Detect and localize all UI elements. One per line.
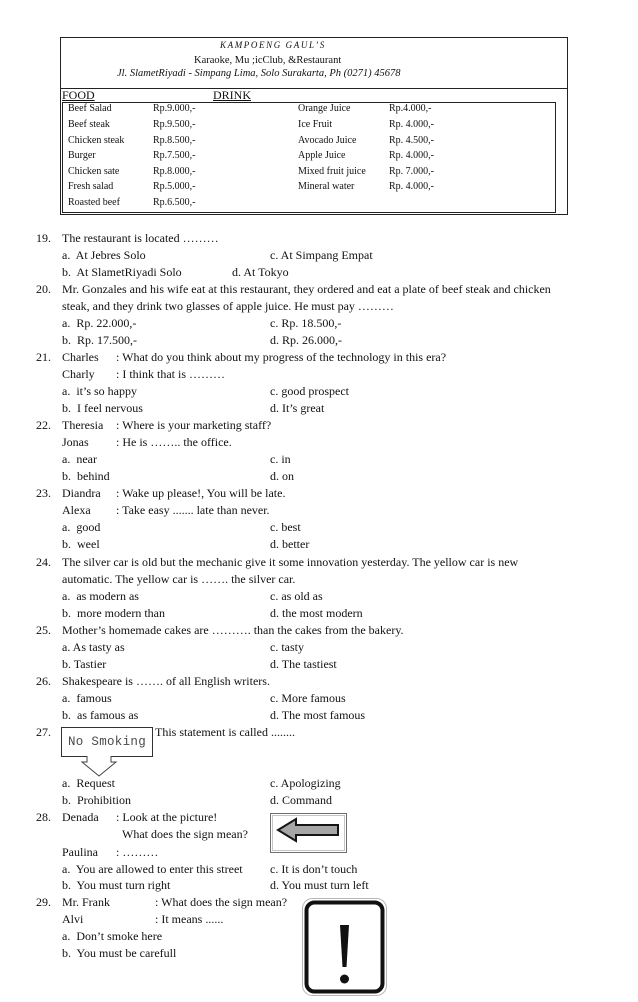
drink-item-name: Ice Fruit [298,119,333,130]
option-d: d. the most modern [270,606,363,620]
question-stem: steak, and they drink two glasses of apple juice. He must pay ……… [62,299,394,313]
restaurant-name: KAMPOENG GAUL’S [220,40,326,50]
option-c: c. Rp. 18.500,- [270,316,342,330]
option-a: a. Don’t smoke here [62,929,163,943]
drink-item-name: Apple Juice [298,150,346,161]
food-item-name: Beef Salad [68,103,112,114]
option-d: d. You must turn left [270,878,369,892]
dialogue-line: : ……… [116,845,159,859]
food-header: FOOD [62,88,95,102]
option-a: a. famous [62,691,112,705]
option-c: c. More famous [270,691,346,705]
drink-item-price: Rp. 4.500,- [389,135,434,146]
drink-item-price: Rp. 4.000,- [389,181,434,192]
question-stem: The restaurant is located ……… [62,231,219,245]
question-number: 25. [36,623,51,637]
question-number: 28. [36,810,51,824]
drink-item-name: Mineral water [298,181,355,192]
drink-header: DRINK [213,88,251,102]
option-c: c. good prospect [270,384,349,398]
menu-header-divider [60,88,568,89]
option-a: a. At Jebres Solo [62,248,146,262]
dialogue-line: : Look at the picture! [116,810,218,824]
dialogue-speaker: Alvi [62,912,84,926]
option-b: b. I feel nervous [62,401,143,415]
food-item-price: Rp.8.000,- [153,166,196,177]
option-d: d. It’s great [270,401,325,415]
option-b: b. more modern than [62,606,165,620]
dialogue-speaker: Diandra [62,486,101,500]
question-number: 29. [36,895,51,909]
dialogue-speaker: Denada [62,810,99,824]
drink-item-name: Avocado Juice [298,135,357,146]
dialogue-line: : Wake up please!, You will be late. [116,486,286,500]
question-number: 21. [36,350,51,364]
question-number: 24. [36,555,51,569]
dialogue-speaker: Mr. Frank [62,895,110,909]
dialogue-speaker: Jonas [62,435,89,449]
option-d: d. At Tokyo [232,265,289,279]
drink-item-price: Rp. 4.000,- [389,119,434,130]
option-a: a. near [62,452,97,466]
question-number: 22. [36,418,51,432]
question-number: 20. [36,282,51,296]
option-d: d. Command [270,793,332,807]
question-stem: Mother’s homemade cakes are ………. than the cakes from the bakery. [62,623,404,637]
dialogue-line: : It means ...... [155,912,224,926]
option-b: b. weel [62,537,100,551]
option-b: b. behind [62,469,110,483]
question-number: 19. [36,231,51,245]
food-item-price: Rp.9.000,- [153,103,196,114]
option-c: c. It is don’t touch [270,862,358,876]
question-stem: The silver car is old but the mechanic give it some innovation yesterday. The yellow car is new [62,555,519,569]
question-number: 27. [36,725,51,739]
option-d: d. The most famous [270,708,366,722]
option-a: a. You are allowed to enter this street [62,862,243,876]
option-b: b. Tastier [62,657,107,671]
question-stem: Shakespeare is ……. of all English writers. [62,674,270,688]
option-c: c. Apologizing [270,776,341,790]
food-item-name: Chicken steak [68,135,125,146]
question-stem: automatic. The yellow car is ……. the silver car. [62,572,296,586]
option-b: b. Rp. 17.500,- [62,333,137,347]
food-item-name: Burger [68,150,96,161]
option-a: a. Rp. 22.000,- [62,316,137,330]
drink-item-name: Mixed fruit juice [298,166,366,177]
dialogue-line: : Where is your marketing staff? [116,418,272,432]
dialogue-line: : He is …….. the office. [116,435,232,449]
option-a: a. Request [62,776,115,790]
option-c: c. best [270,520,301,534]
drink-item-name: Orange Juice [298,103,351,114]
food-item-price: Rp.7.500,- [153,150,196,161]
food-item-price: Rp.6.500,- [153,197,196,208]
food-item-name: Fresh salad [68,181,114,192]
question-stem: This statement is called ........ [155,725,295,739]
option-d: d. The tastiest [270,657,337,671]
no-smoking-sign [61,727,153,757]
dialogue-speaker: Theresia [62,418,104,432]
dialogue-line: What does the sign mean? [122,827,248,841]
no-smoking-sign-text: No Smoking [68,735,147,749]
food-item-price: Rp.9.500,- [153,119,196,130]
dialogue-speaker: Charly [62,367,95,381]
dialogue-line: : What does the sign mean? [155,895,288,909]
food-item-price: Rp.5.000,- [153,181,196,192]
option-c: c. as old as [270,589,323,603]
dialogue-speaker: Alexa [62,503,91,517]
question-number: 23. [36,486,51,500]
option-d: d. on [270,469,294,483]
option-a: a. it’s so happy [62,384,137,398]
option-a: a. good [62,520,101,534]
dialogue-line: : I think that is ……… [116,367,225,381]
option-b: b. You must be carefull [62,946,177,960]
food-item-name: Chicken sate [68,166,120,177]
dialogue-speaker: Paulina [62,845,98,859]
food-item-price: Rp.8.500,- [153,135,196,146]
option-d: d. Rp. 26.000,- [270,333,342,347]
drink-item-price: Rp.4.000,- [389,103,432,114]
option-c: c. At Simpang Empat [270,248,373,262]
option-b: b. At SlametRiyadi Solo [62,265,182,279]
restaurant-address: Jl. SlametRiyadi - Simpang Lima, Solo Surakarta, Ph (0271) 45678 [117,68,401,79]
warning-exclamation-icon [302,898,387,996]
option-d: d. better [270,537,310,551]
option-b: b. as famous as [62,708,139,722]
dialogue-speaker: Charles [62,350,99,364]
option-c: c. in [270,452,291,466]
question-stem: Mr. Gonzales and his wife eat at this restaurant, they ordered and eat a plate of beef steak and chicken [62,282,551,296]
option-a: a. as modern as [62,589,139,603]
question-number: 26. [36,674,51,688]
option-c: c. tasty [270,640,304,654]
dialogue-line: : Take easy ....... late than never. [116,503,270,517]
left-arrow-icon [270,813,347,853]
callout-pointer-shape [82,756,116,776]
drink-item-price: Rp. 4.000,- [389,150,434,161]
dialogue-line: : What do you think about my progress of the technology in this era? [116,350,447,364]
exclamation-dot [340,975,349,984]
food-item-name: Roasted beef [68,197,120,208]
food-item-name: Beef steak [68,119,110,130]
drink-item-price: Rp. 7.000,- [389,166,434,177]
option-b: b. Prohibition [62,793,132,807]
restaurant-tagline: Karaoke, Mu ;icClub, &Restaurant [194,55,342,66]
option-a: a. As tasty as [62,640,125,654]
option-b: b. You must turn right [62,878,171,892]
